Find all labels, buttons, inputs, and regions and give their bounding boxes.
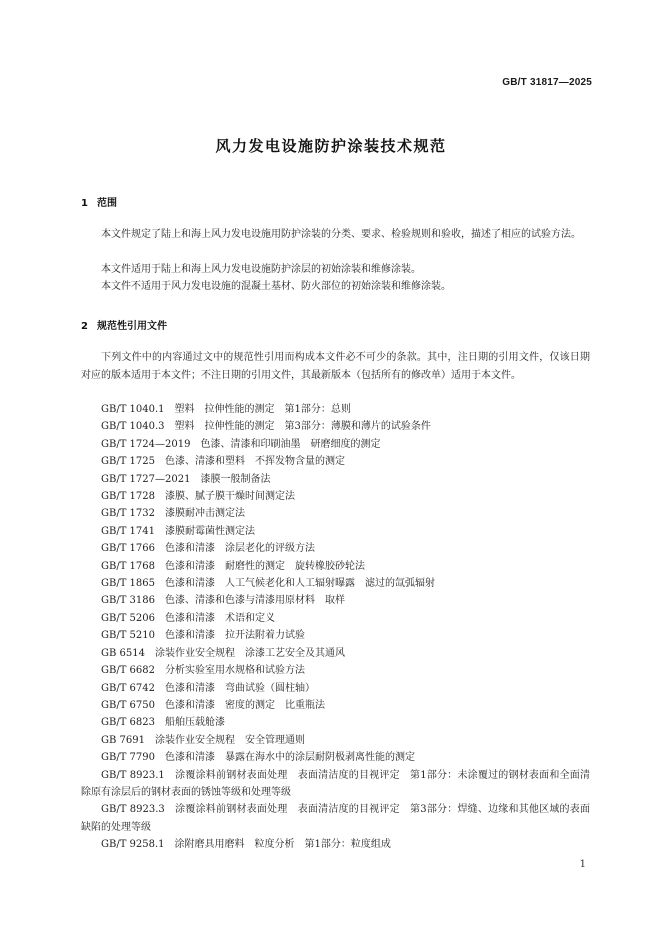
reference-item: GB/T 1768 色漆和清漆 耐磨性的测定 旋转橡胶砂轮法 [101,560,366,572]
reference-item: GB/T 6682 分析实验室用水规格和试验方法 [101,665,306,677]
reference-item: GB/T 8923.3 涂覆涂料前钢材表面处理 表面清洁度的目视评定 第3部分：焊缝、边缘和其他区域的表面缺陷的处理等级 [81,804,590,833]
normative-references-list [81,401,590,854]
reference-item: GB/T 1727—2021 漆膜一般制备法 [101,473,271,485]
document-title: 风力发电设施防护涂装技术规范 [215,137,447,155]
reference-item: GB/T 6742 色漆和清漆 弯曲试验（圆柱轴） [101,682,316,694]
reference-item: GB/T 9258.1 涂附磨具用磨料 粒度分析 第1部分：粒度组成 [101,839,391,851]
reference-item: GB/T 6750 色漆和清漆 密度的测定 比重瓶法 [101,699,326,711]
section-1-paragraph-3: 本文件不适用于风力发电设施的混凝土基材、防火部位的初始涂装和维修涂装。 [101,281,451,292]
section-title: 规范性引用文件 [97,321,167,332]
reference-item: GB/T 1766 色漆和清漆 涂层老化的评级方法 [101,543,316,555]
reference-item: GB 7691 涂装作业安全规程 安全管理通则 [101,734,305,746]
reference-item: GB 6514 涂装作业安全规程 涂漆工艺安全及其通风 [101,647,345,659]
section-1-paragraph-1: 本文件规定了陆上和海上风力发电设施用防护涂装的分类、要求、检验规则和验收，描述了相应的试验方法。 [101,229,581,240]
section-1-paragraph-2: 本文件适用于陆上和海上风力发电设施防护涂层的初始涂装和维修涂装。 [101,264,421,275]
section-title: 范围 [97,198,117,209]
reference-item: GB/T 8923.1 涂覆涂料前钢材表面处理 表面清洁度的目视评定 第1部分：未涂覆过的钢材表面和全面清除原有涂层后的钢材表面的锈蚀等级和处理等级 [81,769,590,798]
section-2-heading [81,317,167,332]
reference-item: GB/T 1040.3 塑料 拉伸性能的测定 第3部分：薄膜和薄片的试验条件 [101,421,431,433]
reference-item: GB/T 5210 色漆和清漆 拉开法附着力试验 [101,630,306,642]
reference-item: GB/T 1040.1 塑料 拉伸性能的测定 第1部分：总则 [101,404,351,415]
section-2-intro: 下列文件中的内容通过文中的规范性引用而构成本文件必不可少的条款。其中，注日期的引用文件，仅该日期对应的版本适用于本文件；不注日期的引用文件，其最新版本（包括所有的修改单）适用于本文件。 [81,352,590,381]
section-number: 1 [81,198,88,209]
reference-item: GB/T 6823 船舶压载舱漆 [101,717,226,729]
page-number: 1 [579,859,586,870]
reference-item: GB/T 7790 色漆和清漆 暴露在海水中的涂层耐阴极剥离性能的测定 [101,752,416,764]
reference-item: GB/T 1724—2019 色漆、清漆和印刷油墨 研磨细度的测定 [101,438,381,450]
reference-item: GB/T 1741 漆膜耐霉菌性测定法 [101,525,256,537]
reference-item: GB/T 1732 漆膜耐冲击测定法 [101,508,246,520]
reference-item: GB/T 1865 色漆和清漆 人工气候老化和人工辐射曝露 滤过的氙弧辐射 [101,578,436,590]
section-1-heading [81,194,117,209]
reference-item: GB/T 3186 色漆、清漆和色漆与清漆用原材料 取样 [101,595,346,607]
standard-code: GB/T 31817—2025 [502,77,592,88]
reference-item: GB/T 1725 色漆、清漆和塑料 不挥发物含量的测定 [101,456,346,468]
section-number: 2 [81,321,88,332]
reference-item: GB/T 1728 漆膜、腻子膜干燥时间测定法 [101,491,296,503]
reference-item: GB/T 5206 色漆和清漆 术语和定义 [101,612,276,624]
